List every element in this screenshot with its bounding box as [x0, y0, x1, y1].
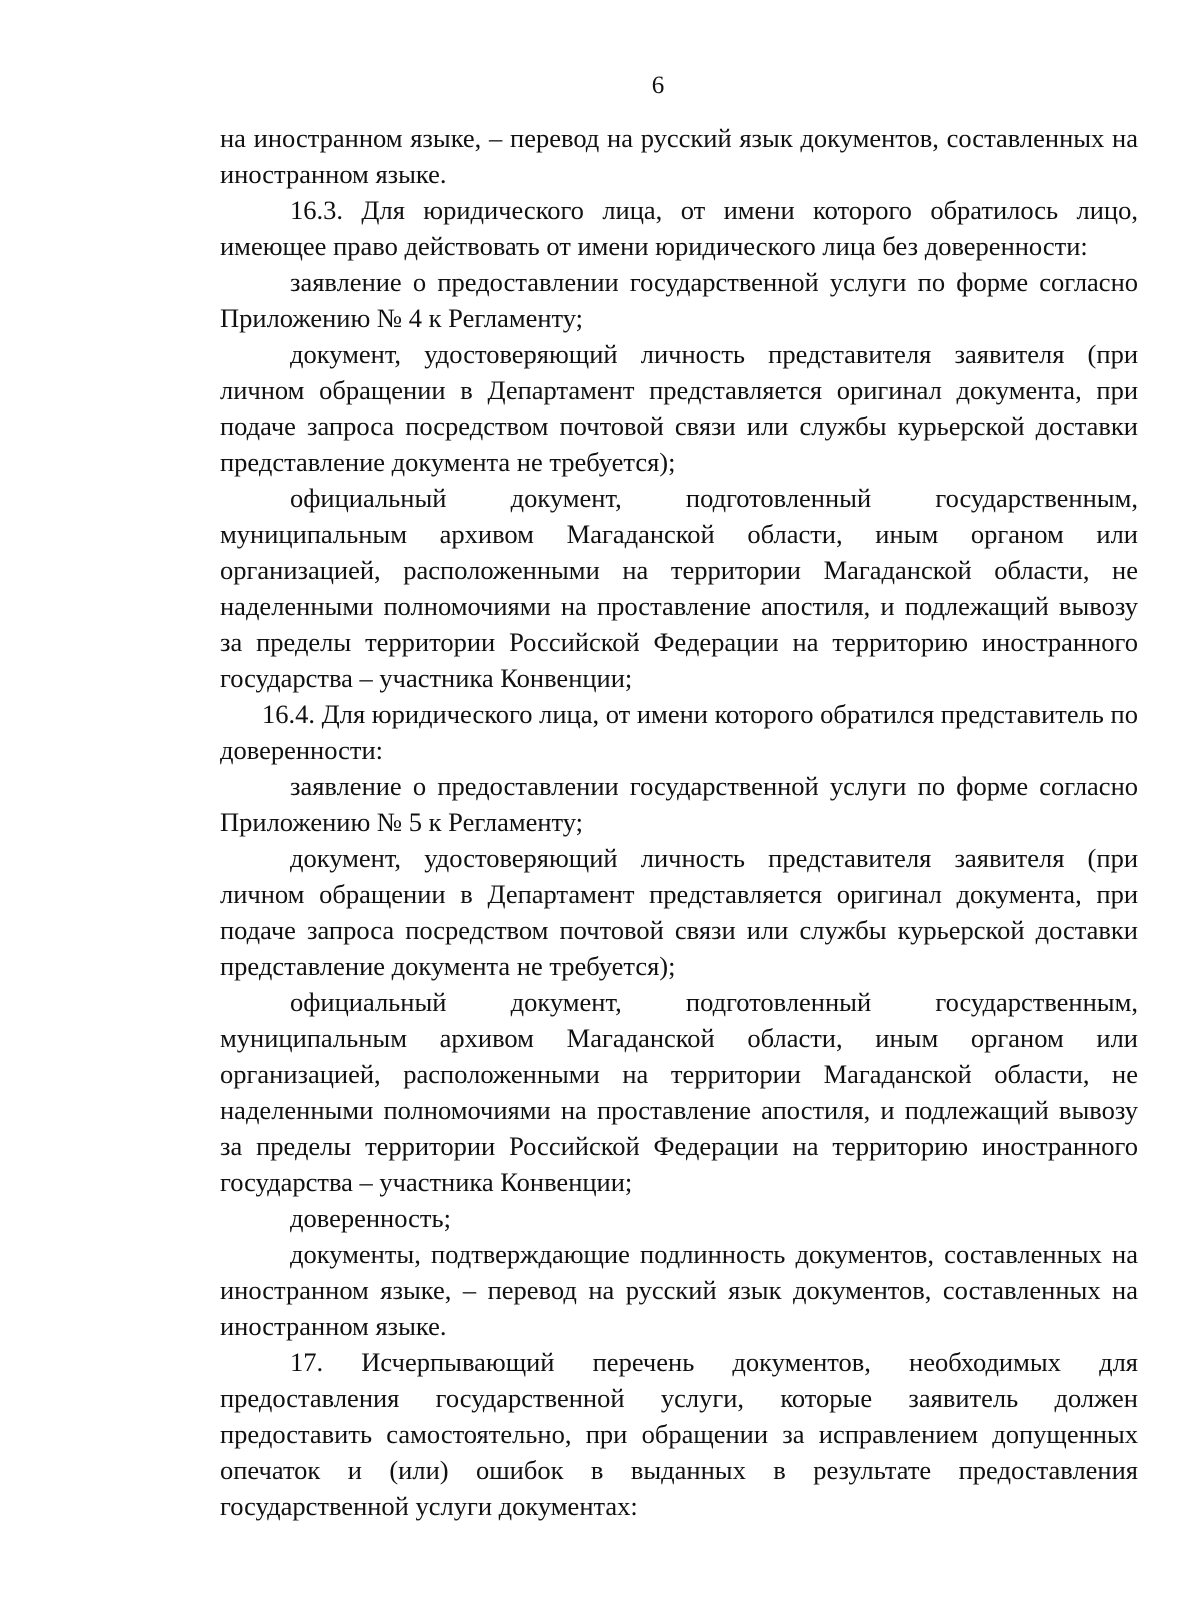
paragraph-authenticity-documents: документы, подтверждающие подлинность документов, составленных на иностранном языке, – перевод на русский язык документов, составленных на иностранном языке.: [220, 1239, 1138, 1341]
paragraph-continuation: на иностранном языке, – перевод на русский язык документов, составленных на иностранном языке.: [220, 123, 1138, 189]
paragraph-17-heading: 17. Исчерпывающий перечень документов, необходимых для предоставления государственной услуги, которые заявитель должен предоставить самостоятельно, при обращении за исправлением допущенных опечаток и (или) ошибок в выданных в результате предоставления государственной услуги документах:: [220, 1347, 1138, 1521]
document-body: [220, 120, 1138, 1524]
paragraph-official-document: официальный документ, подготовленный государственным, муниципальным архивом Магаданской области, иным органом или организацией, расположенными на территории Магаданской области, не наделенными полномочиями на проставление апостиля, и подлежащий вывозу за пределы территории Российской Федерации на территорию иностранного государства – участника Конвенции;: [220, 483, 1138, 693]
paragraph-application-form-4: заявление о предоставлении государственной услуги по форме согласно Приложению № 4 к Регламенту;: [220, 267, 1138, 333]
paragraph-application-form-5: заявление о предоставлении государственной услуги по форме согласно Приложению № 5 к Регламенту;: [220, 771, 1138, 837]
paragraph-power-of-attorney: доверенность;: [290, 1203, 451, 1233]
page-number: 6: [651, 72, 665, 99]
paragraph-identity-document: документ, удостоверяющий личность представителя заявителя (при личном обращении в Департамент представляется оригинал документа, при подаче запроса посредством почтовой связи или службы курьерской доставки представление документа не требуется);: [220, 339, 1138, 477]
paragraph-official-document-2: официальный документ, подготовленный государственным, муниципальным архивом Магаданской области, иным органом или организацией, расположенными на территории Магаданской области, не наделенными полномочиями на проставление апостиля, и подлежащий вывозу за пределы территории Российской Федерации на территорию иностранного государства – участника Конвенции;: [220, 987, 1138, 1197]
paragraph-16-4-heading: 16.4. Для юридического лица, от имени которого обратился представитель по доверенности:: [220, 699, 1138, 765]
paragraph-16-3-heading: 16.3. Для юридического лица, от имени которого обратилось лицо, имеющее право действовать от имени юридического лица без доверенности:: [220, 195, 1138, 261]
paragraph-identity-document-2: документ, удостоверяющий личность представителя заявителя (при личном обращении в Департамент представляется оригинал документа, при подаче запроса посредством почтовой связи или службы курьерской доставки представление документа не требуется);: [220, 843, 1138, 981]
